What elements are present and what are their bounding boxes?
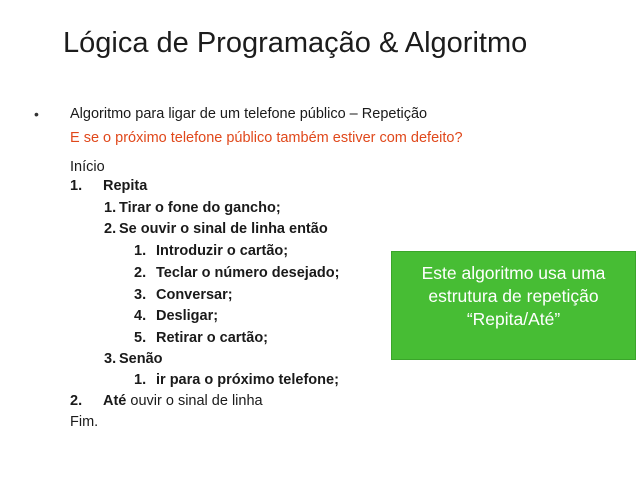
slide-title: Lógica de Programação & Algoritmo [63, 27, 528, 59]
sub-step-1 [104, 199, 281, 217]
step-number: 2. [134, 265, 147, 281]
step-number: 1. [134, 372, 147, 388]
inner-step-1 [134, 242, 288, 260]
step-label: ouvir o sinal de linha [126, 393, 263, 409]
bullet-icon: • [34, 106, 39, 122]
callout-line-1: Este algoritmo usa uma [421, 263, 606, 283]
inner-step-2 [134, 264, 339, 282]
step-number: 3. [104, 351, 117, 367]
else-inner-step-1 [134, 371, 339, 389]
callout-line-2: estrutura de repetição [428, 286, 599, 306]
step-number: 1. [70, 178, 83, 194]
step-label: Repita [103, 178, 148, 194]
step-number: 3. [134, 287, 147, 303]
step-label: Se ouvir o sinal de linha então [119, 221, 328, 237]
sub-step-3 [104, 350, 163, 368]
callout-line-3: “Repita/Até” [466, 309, 561, 329]
step-number: 2. [70, 393, 83, 409]
step-label: Tirar o fone do gancho; [119, 200, 281, 216]
question-text: E se o próximo telefone público também estiver com defeito? [70, 130, 463, 146]
step-label: ir para o próximo telefone; [156, 372, 339, 388]
step-number: 4. [134, 308, 147, 324]
step-label: Conversar; [156, 287, 233, 303]
sub-step-2 [104, 220, 328, 238]
algorithm-start: Início [70, 159, 105, 175]
step-label: Senão [119, 351, 163, 367]
inner-step-5 [134, 329, 268, 347]
step-2-ate [70, 392, 263, 410]
step-label: Desligar; [156, 308, 219, 324]
algorithm-end: Fim. [70, 414, 99, 430]
inner-step-3 [134, 286, 233, 304]
step-label: Retirar o cartão; [156, 330, 269, 346]
step-number: 1. [104, 200, 117, 216]
step-number: 2. [104, 221, 117, 237]
keyword-ate: Até [103, 393, 127, 409]
bullet-text: Algoritmo para ligar de um telefone público – Repetição [70, 106, 428, 122]
callout-box [391, 251, 636, 360]
step-label: Introduzir o cartão; [156, 243, 289, 259]
step-label: Teclar o número desejado; [156, 265, 340, 281]
step-1-repita [70, 177, 147, 195]
step-number: 1. [134, 243, 147, 259]
inner-step-4 [134, 307, 218, 325]
step-number: 5. [134, 330, 147, 346]
